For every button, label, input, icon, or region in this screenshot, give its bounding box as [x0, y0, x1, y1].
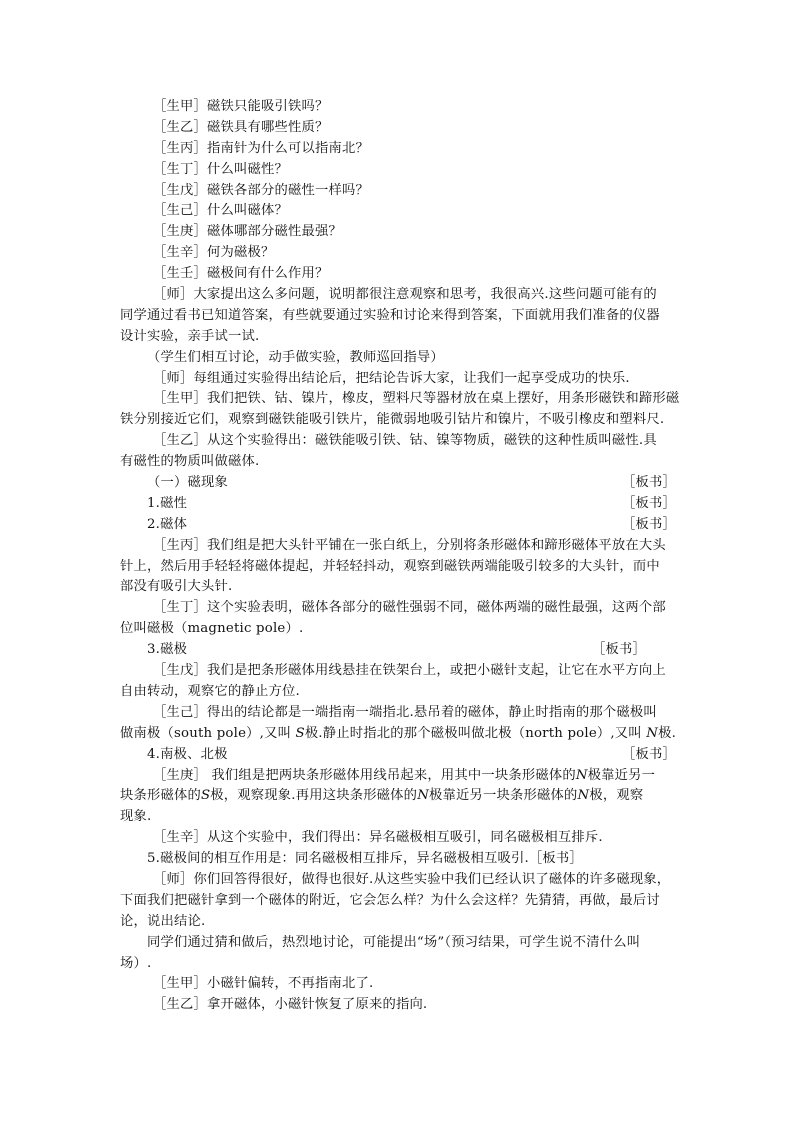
heading-text: （一）磁现象	[147, 475, 228, 491]
heading-line	[120, 515, 676, 536]
text-line: ［生辛］何为磁极？	[153, 245, 275, 261]
heading-text: 3.磁极	[147, 642, 188, 658]
text-line: ［生丙］指南针为什么可以指南北？	[153, 140, 369, 156]
text-line: ［生辛］从这个实验中，我们得出：异名磁极相互吸引，同名磁极相互排斥.	[153, 830, 603, 846]
text-line: ［生己］什么叫磁体？	[153, 203, 288, 219]
text-line: ［生乙］从这个实验得出：磁铁能吸引铁、钴、镍等物质，磁铁的这种性质叫磁性.具	[153, 433, 657, 449]
text-line: ［生庚］磁体哪部分磁性最强？	[153, 224, 342, 240]
board-note: ［板书］	[622, 746, 676, 762]
text-line: 有磁性的物质叫做磁体.	[120, 454, 260, 470]
text-line: ［生丙］我们组是把大头针平铺在一张白纸上，分别将条形磁体和蹄形磁体平放在大头	[153, 537, 666, 553]
pole-symbol: N	[577, 788, 590, 804]
text-line: ［生甲］小磁针偏转，不再指南北了.	[153, 976, 374, 992]
text-line: 同学通过看书已知道答案，有些就要通过实验和讨论来得到答案，下面就用我们准备的仪器	[120, 307, 660, 323]
pole-symbol: N	[575, 767, 588, 783]
text-line: 下面我们把磁针拿到一个磁体的附近，它会怎么样？为什么会这样？先猜猜，再做，最后讨	[120, 892, 660, 908]
heading-line	[120, 473, 676, 494]
text-line	[120, 766, 676, 787]
text-line: 铁分别接近它们，观察到磁铁能吸引铁片，能微弱地吸引钴片和镍片，不吸引橡皮和塑料尺.	[120, 412, 665, 428]
heading-text: 1.磁性	[147, 495, 188, 511]
board-note: ［板书］	[622, 495, 676, 511]
text-line	[120, 786, 676, 807]
text-segment: ［生庚］ 我们组是把两块条形磁体用线吊起来，用其中一块条形磁体的	[153, 767, 576, 783]
text-line: 同学们通过猜和做后，热烈地讨论，可能提出“场”（预习结果，可学生说不清什么叫	[147, 934, 641, 950]
text-segment: 极，观察现象.再用这块条形磁体的	[210, 788, 418, 804]
text-line: 设计实验，亲手试一试.	[120, 328, 260, 344]
text-segment: 极.	[658, 725, 677, 741]
text-line: ［生丁］这个实验表明，磁体各部分的磁性强弱不同，磁体两端的磁性最强，这两个部	[153, 600, 666, 616]
heading-text: 2.磁体	[147, 516, 188, 532]
text-line: ［师］你们回答得很好，做得也很好.从这些实验中我们已经认识了磁体的许多磁现象，	[153, 871, 671, 887]
text-line: ［师］每组通过实验得出结论后，把结论告诉大家，让我们一起享受成功的快乐.	[153, 370, 630, 386]
text-line: 场）.	[120, 955, 152, 971]
text-segment: 做南极（south pole）,又叫	[120, 725, 296, 741]
pole-symbol: S	[295, 725, 305, 741]
heading-line	[120, 745, 676, 766]
board-note: ［板书］	[622, 516, 676, 532]
text-line: ［生壬］磁极间有什么作用？	[153, 266, 329, 282]
document-body	[120, 97, 680, 1016]
text-segment: 极，观察	[589, 788, 644, 804]
text-line: （学生们相互讨论，动手做实验，教师巡回指导）	[147, 349, 444, 365]
text-segment: 极.静止时指北的那个磁极叫做北极（north pole）,又叫	[304, 725, 647, 741]
text-line: ［生乙］拿开磁体，小磁针恢复了原来的指向.	[153, 997, 428, 1013]
text-segment: 极靠近另一	[587, 767, 656, 783]
text-line: 5.磁极间的相互作用是：同名磁极相互排斥，异名磁极相互吸引.［板书］	[147, 851, 583, 867]
text-line: 部没有吸引大头针.	[120, 579, 233, 595]
text-line: ［生乙］磁铁具有哪些性质？	[153, 119, 329, 135]
text-line: 位叫磁极（magnetic pole）.	[120, 621, 304, 637]
text-line: ［师］大家提出这么多问题，说明都很注意观察和思考，我很高兴.这些问题可能有的	[153, 287, 657, 303]
text-segment: 块条形磁体的	[120, 788, 201, 804]
text-line: 针上，然后用手轻轻将磁体提起，并轻轻抖动，观察到磁铁两端能吸引较多的大头针，而中	[120, 558, 660, 574]
text-segment: 极靠近另一块条形磁体的	[429, 788, 578, 804]
board-note: ［板书］	[592, 642, 646, 658]
pole-symbol: N	[646, 725, 659, 741]
heading-line	[120, 640, 676, 661]
text-line: ［生甲］磁铁只能吸引铁吗？	[153, 99, 329, 114]
text-line: 自由转动，观察它的静止方位.	[120, 683, 300, 699]
text-line: 论，说出结论.	[120, 913, 206, 929]
board-note: ［板书］	[622, 475, 676, 491]
text-line	[120, 724, 676, 745]
text-line: ［生丁］什么叫磁性？	[153, 161, 288, 177]
text-line: 现象.	[120, 809, 152, 825]
text-line: ［生戊］磁铁各部分的磁性一样吗？	[153, 182, 369, 198]
text-line: ［生己］得出的结论都是一端指南一端指北.悬吊着的磁体，静止时指南的那个磁极叫	[153, 704, 657, 720]
pole-symbol: S	[200, 788, 211, 804]
pole-symbol: N	[417, 788, 430, 804]
text-line: ［生戊］我们是把条形磁体用线悬挂在铁架台上，或把小磁针支起，让它在水平方向上	[153, 663, 666, 679]
text-line: ［生甲］我们把铁、钴、镍片，橡皮，塑料尺等器材放在桌上摆好，用条形磁铁和蹄形磁	[153, 391, 680, 407]
heading-text: 4.南极、北极	[147, 746, 228, 762]
heading-line	[120, 494, 676, 515]
